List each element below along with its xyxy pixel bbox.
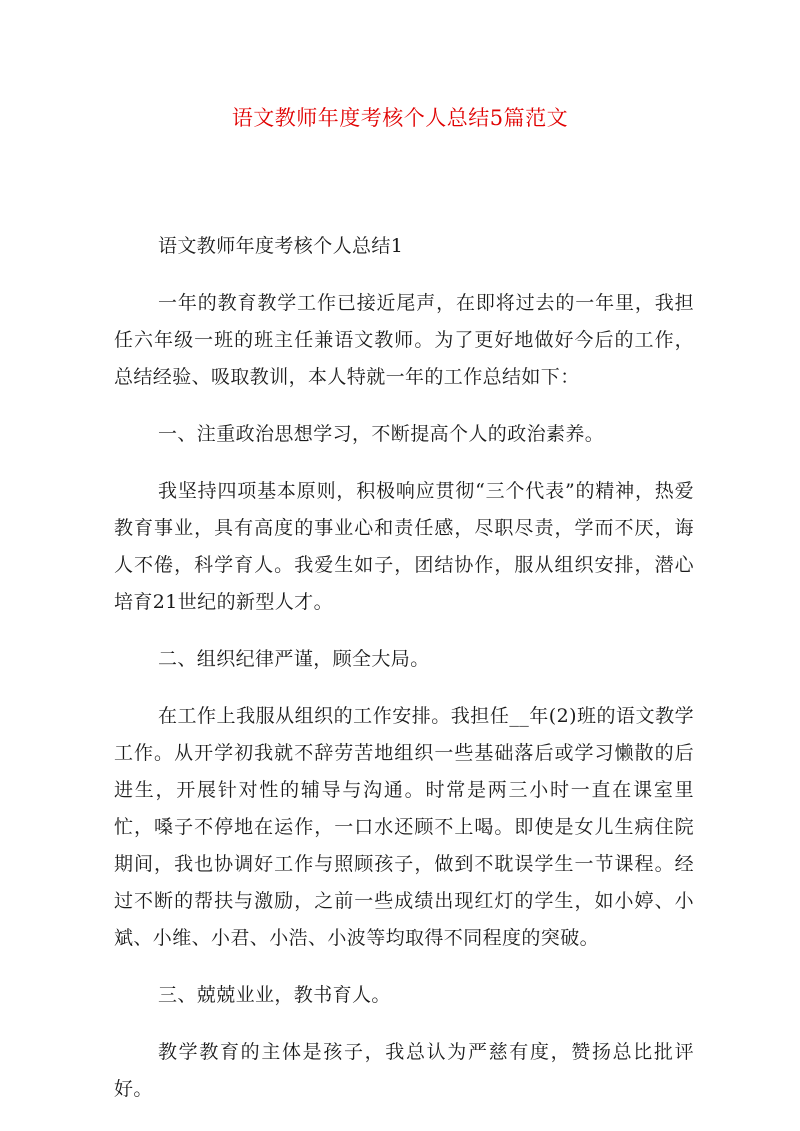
section-body-1: 我坚持四项基本原则，积极响应贯彻“三个代表”的精神，热爱教育事业，具有高度的事业心和责任感，尽职尽责，学而不厌，诲人不倦，科学育人。我爱生如子，团结协作，服从组织安排，潜心培育21世纪的新型人才。 xyxy=(114,480,694,613)
document-title: 语文教师年度考核个人总结5篇范文 xyxy=(231,106,569,130)
intro-paragraph: 一年的教育教学工作已接近尾声，在即将过去的一年里，我担任六年级一班的班主任兼语文教师。为了更好地做好今后的工作，总结经验、吸取教训，本人特就一年的工作总结如下： xyxy=(114,292,694,388)
document-body xyxy=(114,228,694,1128)
section-heading-2: 二、组织纪律严谨，顾全大局。 xyxy=(158,648,430,670)
section-body-2: 在工作上我服从组织的工作安排。我担任__年(2)班的语文教学工作。从开学初我就不辞劳苦地组织一些基础落后或学习懒散的后进生，开展针对性的辅导与沟通。时常是两三小时一直在课室里忙，嗓子不停地在运作，一口水还顾不上喝。即使是女儿生病住院期间，我也协调好工作与照顾孩子，做到不耽误学生一节课程。经过不断的帮扶与激励，之前一些成绩出现红灯的学生，如小婷、小斌、小维、小君、小浩、小波等均取得不同程度的突破。 xyxy=(114,705,694,949)
section-heading-1: 一、注重政治思想学习，不断提高个人的政治素养。 xyxy=(158,423,605,445)
summary-subtitle: 语文教师年度考核个人总结1 xyxy=(158,235,404,257)
section-heading-3: 三、兢兢业业，教书育人。 xyxy=(158,984,391,1006)
section-body-3: 教学教育的主体是孩子，我总认为严慈有度，赞扬总比批评好。 xyxy=(114,1041,694,1100)
